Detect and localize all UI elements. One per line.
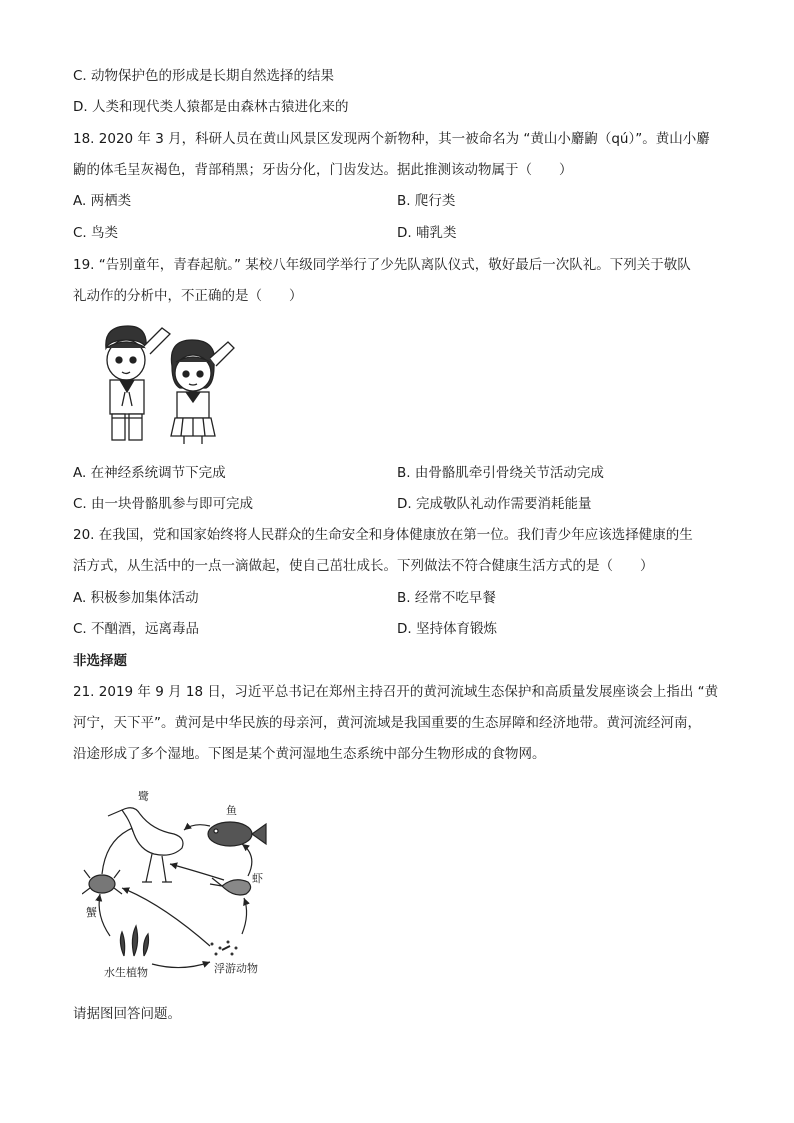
label-egret: 鹭: [138, 790, 149, 803]
q20-option-b: B. 经常不吃早餐: [397, 590, 496, 606]
q18-stem-line1: 18. 2020 年 3 月，科研人员在黄山风景区发现两个新物种，其一被命名为 “黄山小麝鼩（qú）”。黄山小麝: [73, 131, 710, 147]
q21-stem-line3: 沿途形成了多个湿地。下图是某个黄河湿地生态系统中部分生物形成的食物网。: [73, 746, 546, 762]
section-title: 非选择题: [73, 653, 127, 669]
saluting-students-illustration: [88, 318, 238, 446]
q17-option-d: D. 人类和现代类人猿都是由森林古猿进化来的: [73, 99, 349, 115]
arrow-plants-to-plankton: [152, 962, 210, 968]
arrow-fish-to-egret: [184, 825, 210, 830]
q19-stem-line2: 礼动作的分析中，不正确的是（ ）: [73, 288, 303, 304]
q20-stem-line1: 20. 在我国，党和国家始终将人民群众的生命安全和身体健康放在第一位。我们青少年应该选择健康的生: [73, 527, 693, 543]
arrow-crab-to-egret: [102, 826, 138, 874]
shrimp-drawing: [210, 878, 251, 895]
q20-option-c: C. 不酗酒，远离毒品: [73, 621, 200, 637]
q19-option-c: C. 由一块骨骼肌参与即可完成: [73, 496, 254, 512]
food-web-diagram: [82, 786, 282, 986]
q19-option-d: D. 完成敬队礼动作需要消耗能量: [397, 496, 592, 512]
q18-option-c: C. 鸟类: [73, 225, 119, 241]
q18-option-d: D. 哺乳类: [397, 225, 457, 241]
girl-figure: [171, 340, 234, 444]
plants-drawing: [120, 926, 148, 956]
q18-stem-line2: 鼩的体毛呈灰褐色，背部稍黑；牙齿分化，门齿发达。据此推测该动物属于（ ）: [73, 162, 573, 178]
q20-stem-line2: 活方式，从生活中的一点一滴做起，使自己茁壮成长。下列做法不符合健康生活方式的是（ ）: [73, 558, 654, 574]
q21-stem-line2: 河宁，天下平”。黄河是中华民族的母亲河，黄河流域是我国重要的生态屏障和经济地带。黄河流经河南，: [73, 715, 701, 731]
q17-option-c: C. 动物保护色的形成是长期自然选择的结果: [73, 68, 335, 84]
q19-option-a: A. 在神经系统调节下完成: [73, 465, 226, 481]
arrow-plants-to-crab: [99, 894, 110, 936]
label-plants: 水生植物: [104, 966, 148, 979]
label-shrimp: 虾: [252, 872, 263, 885]
fish-drawing: [208, 822, 266, 846]
q19-stem-line1: 19. “告别童年，青春起航。” 某校八年级同学举行了少先队离队仪式，敬好最后一次队礼。下列关于敬队: [73, 257, 691, 273]
q21-answer-prompt: 请据图回答问题。: [73, 1006, 181, 1022]
q20-option-d: D. 坚持体育锻炼: [397, 621, 497, 637]
arrow-plankton-to-shrimp: [242, 898, 247, 934]
label-crab: 蟹: [86, 906, 97, 919]
arrow-shrimp-to-fish: [242, 844, 252, 876]
arrow-shrimp-to-egret: [170, 864, 224, 880]
plankton-drawing: [211, 941, 238, 956]
q21-stem-line1: 21. 2019 年 9 月 18 日，习近平总书记在郑州主持召开的黄河流域生态保护和高质量发展座谈会上指出 “黄: [73, 684, 719, 700]
label-fish: 鱼: [226, 804, 237, 817]
q19-option-b: B. 由骨骼肌牵引骨绕关节活动完成: [397, 465, 604, 481]
q18-option-a: A. 两栖类: [73, 193, 132, 209]
q20-option-a: A. 积极参加集体活动: [73, 590, 199, 606]
boy-figure: [106, 326, 170, 440]
label-plankton: 浮游动物: [214, 962, 258, 975]
q18-option-b: B. 爬行类: [397, 193, 456, 209]
